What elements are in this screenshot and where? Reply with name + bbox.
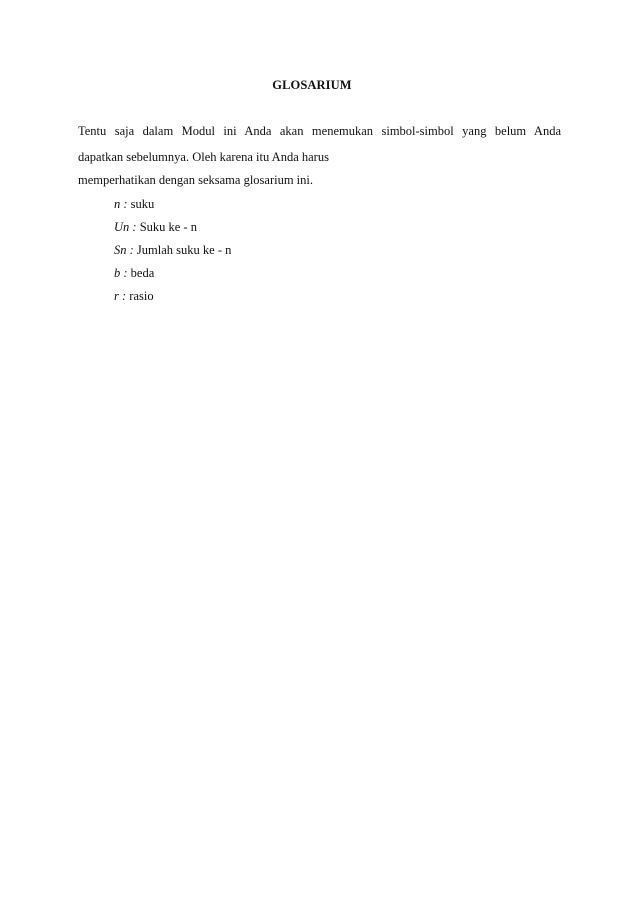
glossary-symbol: b :: [114, 266, 128, 280]
glossary-symbol: Un :: [114, 220, 137, 234]
glossary-item-b: [114, 265, 154, 281]
intro-line-2: dapatkan sebelumnya. Oleh karena itu Anda harus: [78, 150, 329, 164]
glossary-item-r: [114, 288, 154, 304]
glossary-symbol: Sn :: [114, 243, 134, 257]
glossary-definition: Suku ke - n: [136, 220, 197, 234]
intro-line-3: memperhatikan dengan seksama glosarium ini.: [78, 173, 314, 187]
glossary-definition: suku: [127, 197, 155, 211]
glossary-definition: beda: [127, 266, 155, 280]
glossary-definition: Jumlah suku ke - n: [133, 243, 232, 257]
glossary-symbol: n :: [114, 197, 128, 211]
intro-line-1: Tentu saja dalam Modul ini Anda akan menemukan simbol-simbol yang belum Anda: [78, 124, 561, 138]
glossary-symbol: r :: [114, 289, 127, 303]
glossary-item-n: [114, 196, 154, 212]
page-title: GLOSARIUM: [272, 78, 352, 92]
glossary-item-un: [114, 219, 197, 235]
glossary-definition: rasio: [126, 289, 154, 303]
glossary-item-sn: [114, 242, 231, 258]
